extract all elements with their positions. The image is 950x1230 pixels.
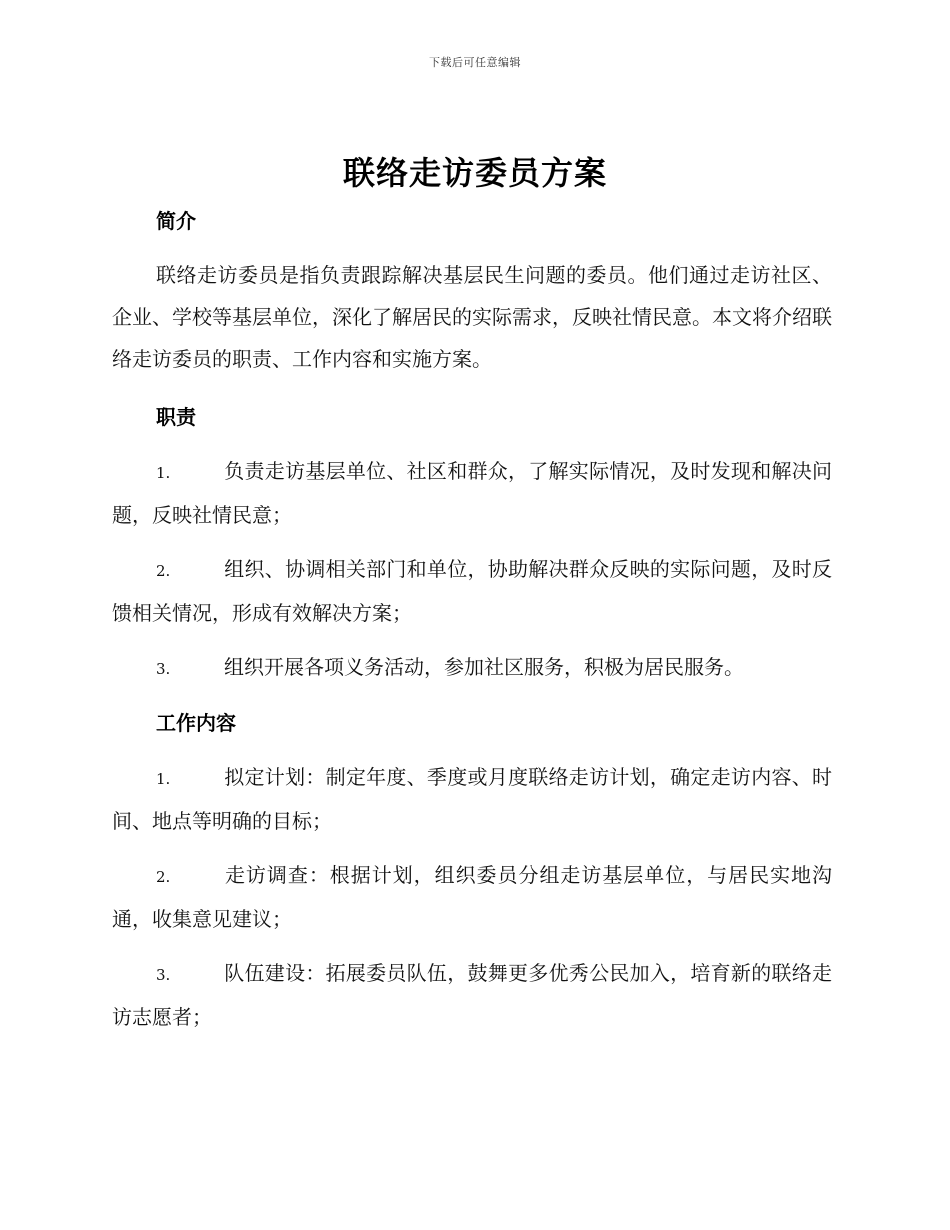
list-item-text: 队伍建设：拓展委员队伍，鼓舞更多优秀公民加入，培育新的联络走访志愿者； (112, 961, 832, 1029)
header-note: 下载后可任意编辑 (429, 56, 521, 69)
list-item (112, 952, 832, 1038)
list-item-text: 负责走访基层单位、社区和群众，了解实际情况，及时发现和解决问题，反映社情民意； (112, 459, 832, 527)
list-item (112, 450, 832, 536)
list-item (112, 548, 832, 634)
list-number: 1. (156, 770, 171, 788)
intro-paragraph: 联络走访委员是指负责跟踪解决基层民生问题的委员。他们通过走访社区、企业、学校等基层单位，深化了解居民的实际需求，反映社情民意。本文将介绍联络走访委员的职责、工作内容和实施方案。 (112, 263, 832, 371)
list-item-text: 组织、协调相关部门和单位，协助解决群众反映的实际问题，及时反馈相关情况，形成有效解决方案； (112, 557, 832, 625)
document-body (112, 200, 832, 1038)
section-heading-intro: 简介 (156, 209, 196, 233)
list-number: 2. (156, 562, 171, 580)
section-heading-duties: 职责 (156, 405, 196, 429)
list-item (112, 646, 832, 690)
list-item-text: 走访调查：根据计划，组织委员分组走访基层单位，与居民实地沟通，收集意见建议； (112, 863, 832, 931)
list-item (112, 854, 832, 940)
list-number: 3. (156, 966, 171, 984)
list-item (112, 756, 832, 842)
section-heading-work-content: 工作内容 (156, 711, 236, 735)
list-number: 2. (156, 868, 171, 886)
list-item-text: 组织开展各项义务活动，参加社区服务，积极为居民服务。 (224, 655, 744, 679)
list-item-text: 拟定计划：制定年度、季度或月度联络走访计划，确定走访内容、时间、地点等明确的目标； (112, 765, 832, 833)
list-number: 3. (156, 660, 171, 678)
list-number: 1. (156, 464, 171, 482)
document-title: 联络走访委员方案 (342, 154, 607, 192)
